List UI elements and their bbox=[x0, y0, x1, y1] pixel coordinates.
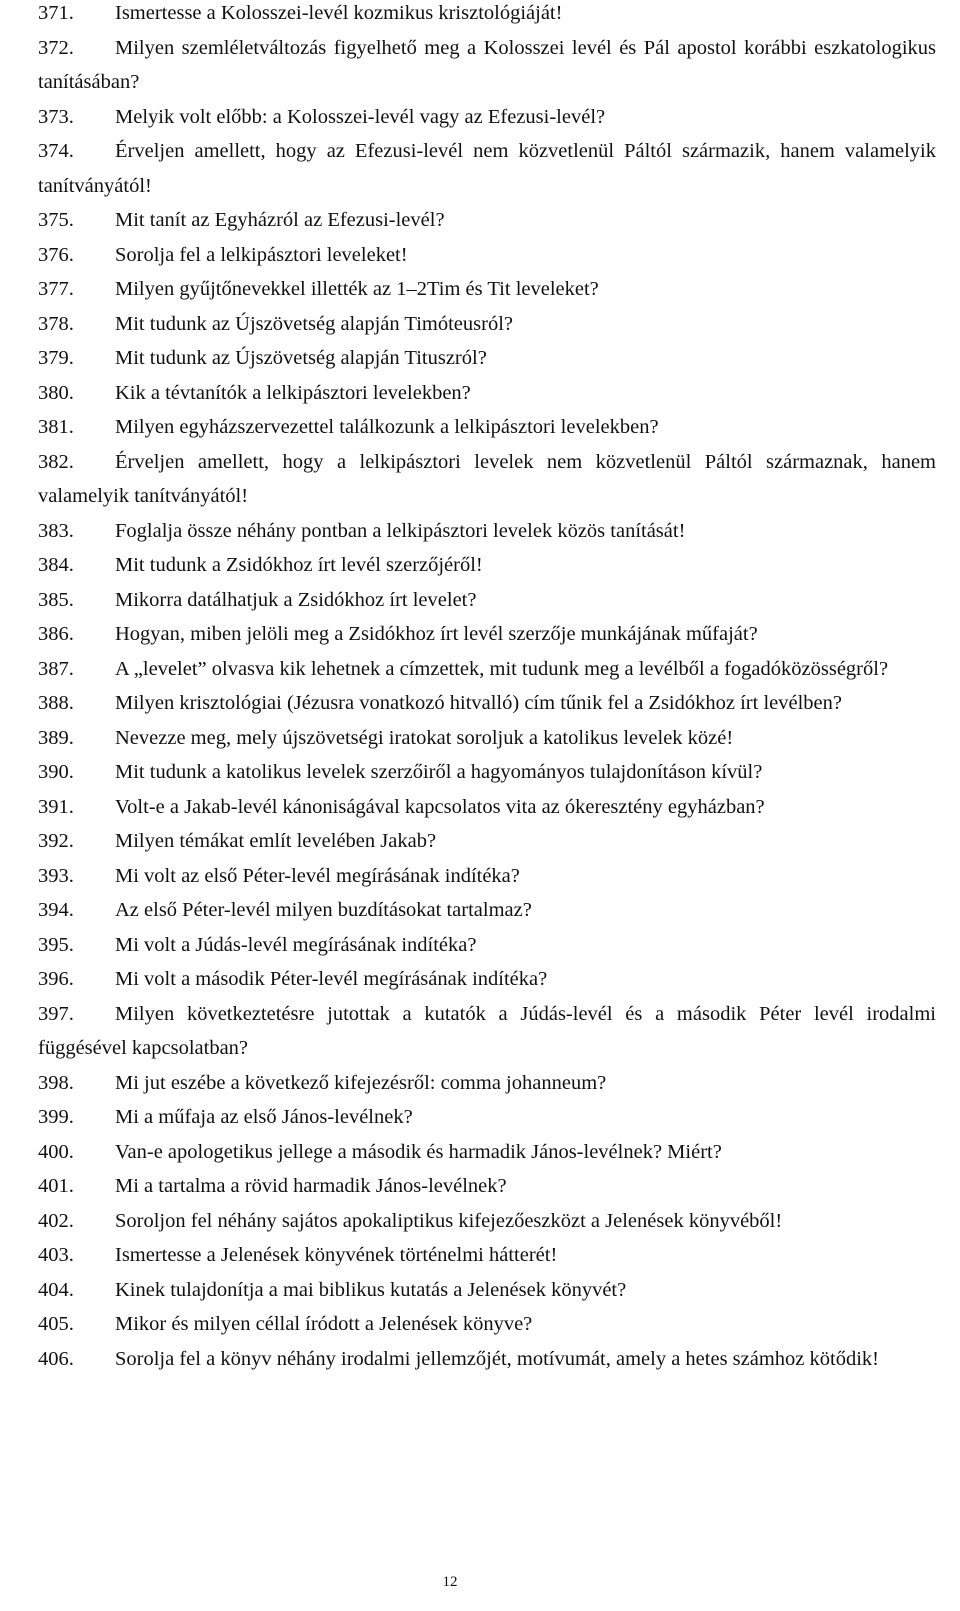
question-text: Mit tudunk a Zsidókhoz írt levél szerzőjéről! bbox=[115, 554, 483, 576]
question-item bbox=[38, 617, 936, 652]
question-text: Mit tanít az Egyházról az Efezusi-levél? bbox=[115, 209, 445, 231]
question-number: 395. bbox=[38, 933, 74, 956]
question-item bbox=[38, 1273, 936, 1308]
question-number: 397. bbox=[38, 1002, 74, 1025]
question-text: A „levelet” olvasva kik lehetnek a címzettek, mit tudunk meg a levélből a fogadóközösségről? bbox=[115, 657, 889, 680]
question-item bbox=[38, 307, 936, 342]
question-number: 376. bbox=[38, 243, 74, 266]
question-item bbox=[38, 341, 936, 376]
question-text: Milyen krisztológiai (Jézusra vonatkozó hitvalló) cím tűnik fel a Zsidókhoz írt levélben? bbox=[115, 692, 842, 714]
question-number: 405. bbox=[38, 1313, 74, 1335]
question-item bbox=[38, 928, 936, 963]
question-text: Van-e apologetikus jellege a második és harmadik János-levélnek? Miért? bbox=[115, 1140, 722, 1163]
question-number: 372. bbox=[38, 36, 74, 59]
question-number: 391. bbox=[38, 795, 74, 818]
question-number: 399. bbox=[38, 1106, 74, 1128]
question-text: Kinek tulajdonítja a mai biblikus kutatás a Jelenések könyvét? bbox=[115, 1278, 627, 1301]
question-text: Sorolja fel a könyv néhány irodalmi jellemzőjét, motívumát, amely a hetes számhoz kötődik! bbox=[115, 1347, 879, 1370]
question-number: 404. bbox=[38, 1278, 74, 1301]
question-text: Milyen következtetésre jutottak a kutatók a Júdás-levél és a második Péter levél irodalmi függésével kapcsolatban? bbox=[38, 1002, 936, 1059]
question-number: 375. bbox=[38, 209, 74, 231]
question-item bbox=[38, 1204, 936, 1239]
question-text: Mi volt a második Péter-levél megírásának indítéka? bbox=[115, 968, 548, 990]
question-text: Mi volt az első Péter-levél megírásának indítéka? bbox=[115, 864, 520, 887]
question-item bbox=[38, 203, 936, 238]
question-number: 371. bbox=[38, 2, 74, 24]
question-number: 383. bbox=[38, 519, 74, 542]
question-number: 373. bbox=[38, 105, 74, 128]
question-item bbox=[38, 1066, 936, 1101]
question-item bbox=[38, 514, 936, 549]
question-number: 398. bbox=[38, 1071, 74, 1094]
question-item bbox=[38, 134, 936, 203]
question-text: Ismertesse a Kolosszei-levél kozmikus krisztológiáját! bbox=[115, 2, 563, 24]
question-item bbox=[38, 652, 936, 687]
question-text: Sorolja fel a lelkipásztori leveleket! bbox=[115, 243, 408, 266]
question-item bbox=[38, 1169, 936, 1204]
question-item bbox=[38, 859, 936, 894]
question-number: 384. bbox=[38, 554, 74, 576]
question-number: 390. bbox=[38, 761, 74, 783]
question-text: Mi a tartalma a rövid harmadik János-levélnek? bbox=[115, 1175, 507, 1197]
question-item bbox=[38, 1307, 936, 1342]
question-item bbox=[38, 893, 936, 928]
question-text: Mikor és milyen céllal íródott a Jelenések könyve? bbox=[115, 1313, 533, 1335]
question-item bbox=[38, 410, 936, 445]
question-number: 381. bbox=[38, 416, 74, 438]
question-text: Mi volt a Júdás-levél megírásának indítéka? bbox=[115, 933, 477, 956]
question-item bbox=[38, 238, 936, 273]
question-number: 402. bbox=[38, 1209, 74, 1232]
question-item bbox=[38, 583, 936, 618]
question-number: 396. bbox=[38, 968, 74, 990]
question-text: Milyen gyűjtőnevekkel illették az 1–2Tim és Tit leveleket? bbox=[115, 278, 599, 300]
question-item bbox=[38, 1135, 936, 1170]
question-text: Milyen témákat említ levelében Jakab? bbox=[115, 830, 437, 852]
question-number: 380. bbox=[38, 381, 74, 404]
question-item bbox=[38, 997, 936, 1066]
question-text: Foglalja össze néhány pontban a lelkipásztori levelek közös tanítását! bbox=[115, 519, 686, 542]
question-number: 385. bbox=[38, 588, 74, 611]
question-item bbox=[38, 376, 936, 411]
question-text: Mit tudunk az Újszövetség alapján Tituszról? bbox=[115, 347, 487, 369]
question-number: 386. bbox=[38, 623, 74, 645]
question-list bbox=[38, 0, 936, 1376]
question-item bbox=[38, 1238, 936, 1273]
question-text: Milyen egyházszervezettel találkozunk a lelkipásztori levelekben? bbox=[115, 416, 659, 438]
question-number: 394. bbox=[38, 899, 74, 921]
question-item bbox=[38, 272, 936, 307]
page-number: 12 bbox=[442, 1574, 458, 1590]
question-text: Volt-e a Jakab-levél kánoniságával kapcsolatos vita az ókeresztény egyházban? bbox=[115, 795, 765, 818]
question-item bbox=[38, 1100, 936, 1135]
question-number: 388. bbox=[38, 692, 74, 714]
question-number: 387. bbox=[38, 657, 74, 680]
question-text: Mikorra datálhatjuk a Zsidókhoz írt levelet? bbox=[115, 588, 477, 611]
question-item bbox=[38, 721, 936, 756]
question-item bbox=[38, 962, 936, 997]
question-item bbox=[38, 790, 936, 825]
question-text: Ismertesse a Jelenések könyvének történelmi hátterét! bbox=[115, 1244, 558, 1266]
question-text: Milyen szemléletváltozás figyelhető meg a Kolosszei levél és Pál apostol korábbi eszkatologikus tanításában? bbox=[38, 36, 936, 93]
question-number: 389. bbox=[38, 726, 74, 749]
question-number: 379. bbox=[38, 347, 74, 369]
question-text: Érveljen amellett, hogy az Efezusi-levél nem közvetlenül Páltól származik, hanem valamelyik tanítványától! bbox=[38, 140, 936, 197]
question-text: Mit tudunk a katolikus levelek szerzőiről a hagyományos tulajdonításon kívül? bbox=[115, 761, 763, 783]
question-item bbox=[38, 31, 936, 100]
question-number: 382. bbox=[38, 450, 74, 473]
question-text: Soroljon fel néhány sajátos apokaliptikus kifejezőeszközt a Jelenések könyvéből! bbox=[115, 1209, 783, 1232]
question-text: Érveljen amellett, hogy a lelkipásztori levelek nem közvetlenül Páltól származnak, hanem valamelyik tanítványától! bbox=[38, 450, 936, 507]
question-number: 406. bbox=[38, 1347, 74, 1370]
question-item bbox=[38, 824, 936, 859]
question-text: Hogyan, miben jelöli meg a Zsidókhoz írt levél szerzője munkájának műfaját? bbox=[115, 623, 758, 645]
question-item bbox=[38, 755, 936, 790]
question-text: Mit tudunk az Újszövetség alapján Timóteusról? bbox=[115, 312, 513, 335]
question-text: Nevezze meg, mely újszövetségi iratokat soroljuk a katolikus levelek közé! bbox=[115, 726, 734, 749]
question-item bbox=[38, 100, 936, 135]
question-item bbox=[38, 445, 936, 514]
question-number: 378. bbox=[38, 312, 74, 335]
question-number: 400. bbox=[38, 1140, 74, 1163]
question-text: Mi jut eszébe a következő kifejezésről: comma johanneum? bbox=[115, 1071, 607, 1094]
question-text: Mi a műfaja az első János-levélnek? bbox=[115, 1106, 413, 1128]
question-item bbox=[38, 686, 936, 721]
question-number: 374. bbox=[38, 140, 74, 162]
question-item bbox=[38, 548, 936, 583]
question-number: 403. bbox=[38, 1244, 74, 1266]
question-item bbox=[38, 1342, 936, 1377]
question-number: 377. bbox=[38, 278, 74, 300]
question-text: Kik a tévtanítók a lelkipásztori levelekben? bbox=[115, 381, 471, 404]
question-text: Az első Péter-levél milyen buzdításokat tartalmaz? bbox=[115, 899, 532, 921]
question-text: Melyik volt előbb: a Kolosszei-levél vagy az Efezusi-levél? bbox=[115, 105, 606, 128]
question-number: 392. bbox=[38, 830, 74, 852]
question-number: 393. bbox=[38, 864, 74, 887]
question-number: 401. bbox=[38, 1175, 74, 1197]
question-item bbox=[38, 0, 936, 31]
